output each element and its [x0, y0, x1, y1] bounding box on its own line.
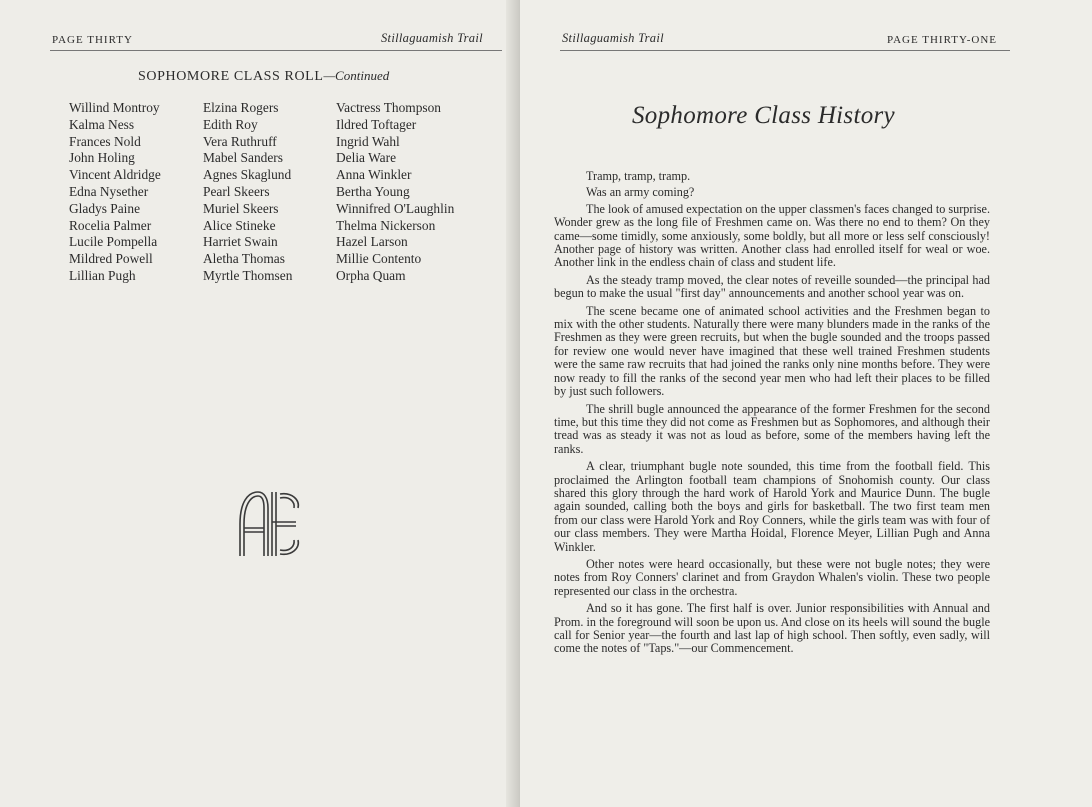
left-page-number: PAGE THIRTY: [52, 34, 133, 46]
student-name: John Holing: [69, 150, 135, 166]
student-name: Vincent Aldridge: [69, 167, 161, 183]
student-name: Bertha Young: [336, 183, 410, 199]
history-paragraph: Tramp, tramp, tramp.: [586, 169, 691, 183]
student-name: Vera Ruthruff: [203, 133, 277, 149]
history-paragraph: Was an army coming?: [586, 185, 695, 200]
student-name: Anna Winkler: [336, 167, 412, 183]
ahs-monogram-logo: [234, 488, 304, 560]
roll-column-2: [203, 100, 292, 285]
roll-title-text: SOPHOMORE CLASS ROLL: [138, 69, 324, 84]
history-paragraph: And so it has gone. The first half is over. Junior responsibilities with Annual and Prom. in the foreground will soon be upon us. And close on its heels will sound the bugle call for Senior year—the fourth and last lap of high school. Then softly, even sadly, will come the notes of "Taps."—our Commencement.: [554, 601, 990, 656]
student-name: Mildred Powell: [69, 251, 153, 267]
student-name: Ildred Toftager: [336, 116, 417, 132]
left-header-rule: [50, 50, 502, 51]
history-title: Sophomore Class History: [632, 102, 895, 129]
student-name: Winnifred O'Laughlin: [336, 200, 455, 216]
student-name: Kalma Ness: [69, 116, 135, 132]
student-name: Aletha Thomas: [203, 251, 285, 267]
student-name: Delia Ware: [336, 150, 397, 166]
student-name: Lillian Pugh: [69, 267, 136, 283]
roll-title: [138, 68, 389, 85]
student-name: Myrtle Thomsen: [203, 267, 293, 283]
student-name: Edith Roy: [203, 116, 258, 132]
student-name: Gladys Paine: [69, 200, 141, 216]
student-name: Agnes Skaglund: [203, 167, 292, 183]
roll-column-3: [336, 100, 454, 285]
student-name: Edna Nysether: [69, 183, 149, 199]
history-paragraph: The look of amused expectation on the upper classmen's faces changed to surprise. Wonder grew as the long file of Freshmen came on. Was there no end to them? On they came—some timidly, some anxiously, some boldly, but all more or less self consciously! Another page of history was written. Another class had enrolled itself for weal or woe. Another link in the endless chain of class and student life.: [554, 201, 990, 270]
student-name: Willind Montroy: [69, 100, 160, 115]
student-name: Ingrid Wahl: [336, 133, 400, 149]
student-name: Orpha Quam: [336, 267, 406, 283]
student-name: Millie Contento: [336, 251, 422, 267]
right-page-number: PAGE THIRTY-ONE: [887, 34, 997, 46]
student-name: Rocelia Palmer: [69, 217, 152, 233]
student-name: Elzina Rogers: [203, 100, 279, 115]
history-paragraph: The scene became one of animated school activities and the Freshmen began to mix with the other students. Naturally there were many blunders made in the ranks of the Freshmen as they were green recruits, but when the bugle sounded and the troops passed for review one would never have imagined that these well trained Freshmen students were the same raw recruits that had joined the ranks only nine months before. They were now ready to fill the ranks of the second year men who had left their places to be filled by just such followers.: [554, 303, 990, 399]
roll-title-suffix: —Continued: [323, 68, 390, 83]
history-body: [554, 170, 990, 660]
student-name: Frances Nold: [69, 133, 141, 149]
roll-column-1: [69, 100, 161, 285]
student-name: Pearl Skeers: [203, 183, 270, 199]
left-page: [0, 0, 520, 807]
student-name: Lucile Pompella: [69, 234, 158, 250]
student-name: Vactress Thompson: [336, 100, 442, 115]
right-header-rule: [560, 50, 1010, 51]
history-paragraph: Other notes were heard occasionally, but these were not bugle notes; they were notes from Roy Conners' clarinet and from Graydon Whalen's violin. These two people represented our class in the orchestra.: [554, 556, 990, 598]
history-paragraph: The shrill bugle announced the appearance of the former Freshmen for the second time, but this time they did not come as Freshmen but as Sophomores, and although their tread was as steady it was not as loud as before, some of the members having left the ranks.: [554, 401, 990, 456]
student-name: Muriel Skeers: [203, 200, 279, 216]
left-running-title: Stillaguamish Trail: [381, 31, 483, 45]
student-name: Hazel Larson: [336, 234, 408, 250]
student-name: Mabel Sanders: [203, 150, 283, 166]
right-running-title: Stillaguamish Trail: [562, 31, 664, 45]
student-name: Thelma Nickerson: [336, 217, 436, 233]
history-paragraph: A clear, triumphant bugle note sounded, this time from the football field. This proclaimed the Arlington football team champions of Snohomish county. Our class shared this glory through the hard work of Harold York and Maurice Dunn. The bugle again sounded, calling both the boys and girls for basketball. The two first team men from our class were Harold York and Roy Conners, while the girls team was with four of our class members. They were Martha Hoidal, Florence Meyer, Lillian Pugh and Anna Winkler.: [554, 459, 990, 554]
student-name: Harriet Swain: [203, 234, 278, 250]
student-name: Alice Stineke: [203, 217, 276, 233]
history-paragraph: As the steady tramp moved, the clear notes of reveille sounded—the principal had begun to make the usual "first day" announcements and another school year was on.: [554, 272, 990, 301]
